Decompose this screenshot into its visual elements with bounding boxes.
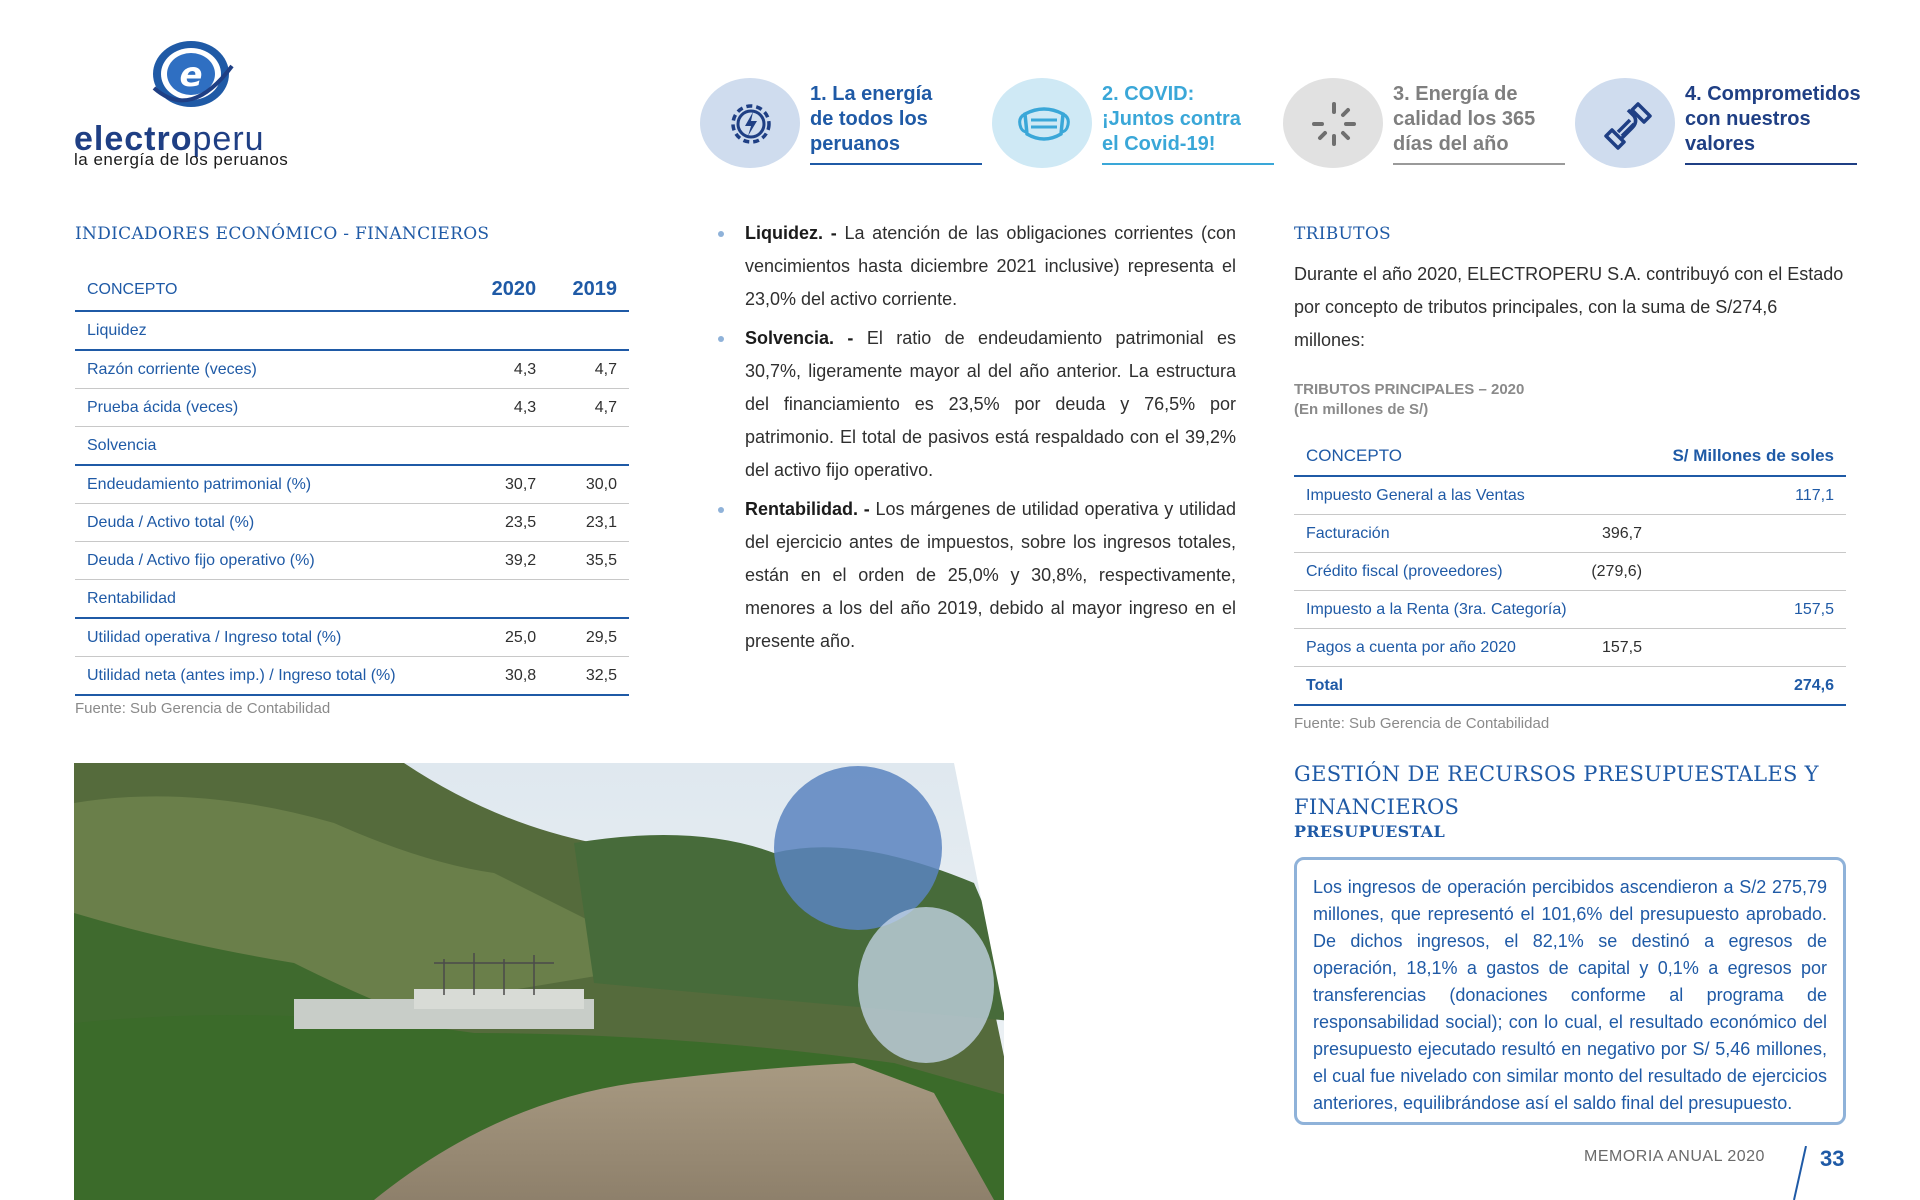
table-row: [75, 504, 629, 542]
hydro-plant-photo: [74, 763, 1034, 1200]
value-2019: 23,1: [548, 504, 629, 542]
bullet-rentabilidad: Rentabilidad. - Los márgenes de utilidad operativa y utilidad del ejercicio antes de impuestos, sobre los ingresos totales, están en el orden de 25,0% y 30,8%, respectivamente, menores a los del año 2019, debido al mayor ingreso en el presente año.: [718, 493, 1236, 658]
row-value: 157,5: [1660, 591, 1846, 629]
table-row: [1294, 591, 1846, 629]
value-2020: [467, 311, 548, 350]
table-row: [75, 350, 629, 389]
gestion-title: GESTIÓN DE RECURSOS PRESUPUESTALES Y FINANCIEROS: [1294, 762, 1819, 819]
row-label: Utilidad neta (antes imp.) / Ingreso total (%): [75, 657, 467, 696]
value-2020: 23,5: [467, 504, 548, 542]
row-label: Solvencia: [75, 427, 467, 466]
tributos-source: Fuente: Sub Gerencia de Contabilidad: [1294, 715, 1550, 732]
value-2020: 4,3: [467, 350, 548, 389]
value-2019: [548, 427, 629, 466]
row-label: Liquidez: [75, 311, 467, 350]
total-label: Total: [1294, 667, 1579, 706]
table-row: [75, 389, 629, 427]
value-2019: 4,7: [548, 350, 629, 389]
row-subvalue: [1579, 476, 1660, 515]
total-row: [1294, 667, 1846, 706]
value-2020: 30,8: [467, 657, 548, 696]
logo-wordmark: electroperu: [74, 120, 265, 158]
gestion-subtitle: PRESUPUESTAL: [1294, 822, 1446, 841]
category-row: [75, 580, 629, 619]
value-2020: 25,0: [467, 618, 548, 657]
value-2020: [467, 580, 548, 619]
row-value: [1660, 629, 1846, 667]
row-value: 117,1: [1660, 476, 1846, 515]
footer-label: MEMORIA ANUAL 2020: [1584, 1148, 1765, 1165]
nav-label: 3. Energía de calidad los 365 días del año: [1393, 83, 1536, 155]
row-subvalue: (279,6): [1579, 553, 1660, 591]
value-2019: 29,5: [548, 618, 629, 657]
value-2019: 4,7: [548, 389, 629, 427]
table-header: [1294, 438, 1846, 476]
electroperu-logo[interactable]: [74, 36, 324, 169]
nav-label: 1. La energía de todos los peruanos: [810, 83, 933, 155]
indicadores-table: [75, 270, 629, 696]
table-header: [75, 270, 629, 311]
nav-label: 4. Comprometidos con nuestros valores: [1685, 83, 1861, 155]
category-row: [75, 311, 629, 350]
row-label: Deuda / Activo total (%): [75, 504, 467, 542]
nav-label: 2. COVID: ¡Juntos contra el Covid-19!: [1102, 83, 1241, 155]
face-mask-icon: [1017, 98, 1071, 150]
row-label: Facturación: [1294, 515, 1579, 553]
logo-tagline: la energía de los peruanos: [74, 150, 289, 169]
footer-divider: [1790, 1146, 1810, 1200]
table-row: [1294, 553, 1846, 591]
row-label: Impuesto General a las Ventas: [1294, 476, 1579, 515]
value-2019: [548, 580, 629, 619]
presupuesto-box: Los ingresos de operación percibidos ascendieron a S/2 275,79 millones, que representó el 101,6% del presupuesto aprobado. De dichos ingresos, el 82,1% se destinó a egresos de operación, 18,1% a gastos de capital y 0,1% a egresos por transferencias (donaciones conforme al programa de responsabilidad social); con lo cual, el resultado económico del presupuesto ejecutado resultó en negativo por S/ 5,46 millones, el cual fue nivelado con similar monto del resultado de ejercicios anteriores, equilibrándose así el saldo final del presupuesto.: [1294, 857, 1846, 1125]
row-label: Razón corriente (veces): [75, 350, 467, 389]
value-2019: 30,0: [548, 465, 629, 504]
tributos-title: TRIBUTOS: [1294, 224, 1391, 244]
value-2020: [467, 427, 548, 466]
tributos-intro: Durante el año 2020, ELECTROPERU S.A. contribuyó con el Estado por concepto de tributos principales, con la suma de S/274,6 millones:: [1294, 264, 1844, 350]
value-2020: 4,3: [467, 389, 548, 427]
bullet-solvencia: Solvencia. - El ratio de endeudamiento patrimonial es 30,7%, ligeramente mayor al del año anterior. La estructura del financiamiento es 23,5% por deuda y 76,5% por patrimonio. El total de pasivos está respaldado con el 39,2% del activo fijo operativo.: [718, 322, 1236, 487]
tributos-table: [1294, 438, 1846, 706]
value-2020: 30,7: [467, 465, 548, 504]
row-label: Pagos a cuenta por año 2020: [1294, 629, 1579, 667]
row-label: Utilidad operativa / Ingreso total (%): [75, 618, 467, 657]
header-2019: 2019: [548, 270, 629, 311]
table-row: [1294, 515, 1846, 553]
header-concept: CONCEPTO: [1294, 438, 1579, 476]
row-value: [1660, 515, 1846, 553]
handshake-icon: [1600, 98, 1656, 154]
row-label: Prueba ácida (veces): [75, 389, 467, 427]
table-row: [75, 465, 629, 504]
value-2019: 35,5: [548, 542, 629, 580]
row-label: Deuda / Activo fijo operativo (%): [75, 542, 467, 580]
bullet-liquidez: Liquidez. - La atención de las obligaciones corrientes (con vencimientos hasta diciembre 2021 inclusive) representa el 23,0% del activo corriente.: [718, 217, 1236, 316]
loading-icon: [1308, 98, 1360, 150]
row-value: [1660, 553, 1846, 591]
row-label: Crédito fiscal (proveedores): [1294, 553, 1579, 591]
table-row: [1294, 629, 1846, 667]
svg-text:e: e: [179, 55, 203, 95]
value-2020: 39,2: [467, 542, 548, 580]
value-2019: [548, 311, 629, 350]
logo-mark-icon: [146, 36, 236, 116]
row-label: Endeudamiento patrimonial (%): [75, 465, 467, 504]
indicadores-source: Fuente: Sub Gerencia de Contabilidad: [75, 700, 331, 717]
header-2020: 2020: [467, 270, 548, 311]
table-row: [1294, 476, 1846, 515]
row-subvalue: 157,5: [1579, 629, 1660, 667]
row-subvalue: 396,7: [1579, 515, 1660, 553]
category-row: [75, 427, 629, 466]
row-subvalue: [1579, 591, 1660, 629]
tributos-caption: TRIBUTOS PRINCIPALES – 2020 (En millones de S/): [1294, 381, 1525, 418]
table-row: [75, 657, 629, 696]
row-label: Rentabilidad: [75, 580, 467, 619]
table-row: [75, 542, 629, 580]
gear-lightning-icon: [725, 98, 777, 150]
page-number: 33: [1820, 1146, 1845, 1171]
ratios-bullets: [718, 217, 1236, 664]
value-2019: 32,5: [548, 657, 629, 696]
header-concept: CONCEPTO: [75, 270, 467, 311]
total-value: 274,6: [1660, 667, 1846, 706]
indicadores-title: INDICADORES ECONÓMICO - FINANCIEROS: [75, 224, 490, 244]
header-value: S/ Millones de soles: [1660, 438, 1846, 476]
table-row: [75, 618, 629, 657]
row-label: Impuesto a la Renta (3ra. Categoría): [1294, 591, 1579, 629]
